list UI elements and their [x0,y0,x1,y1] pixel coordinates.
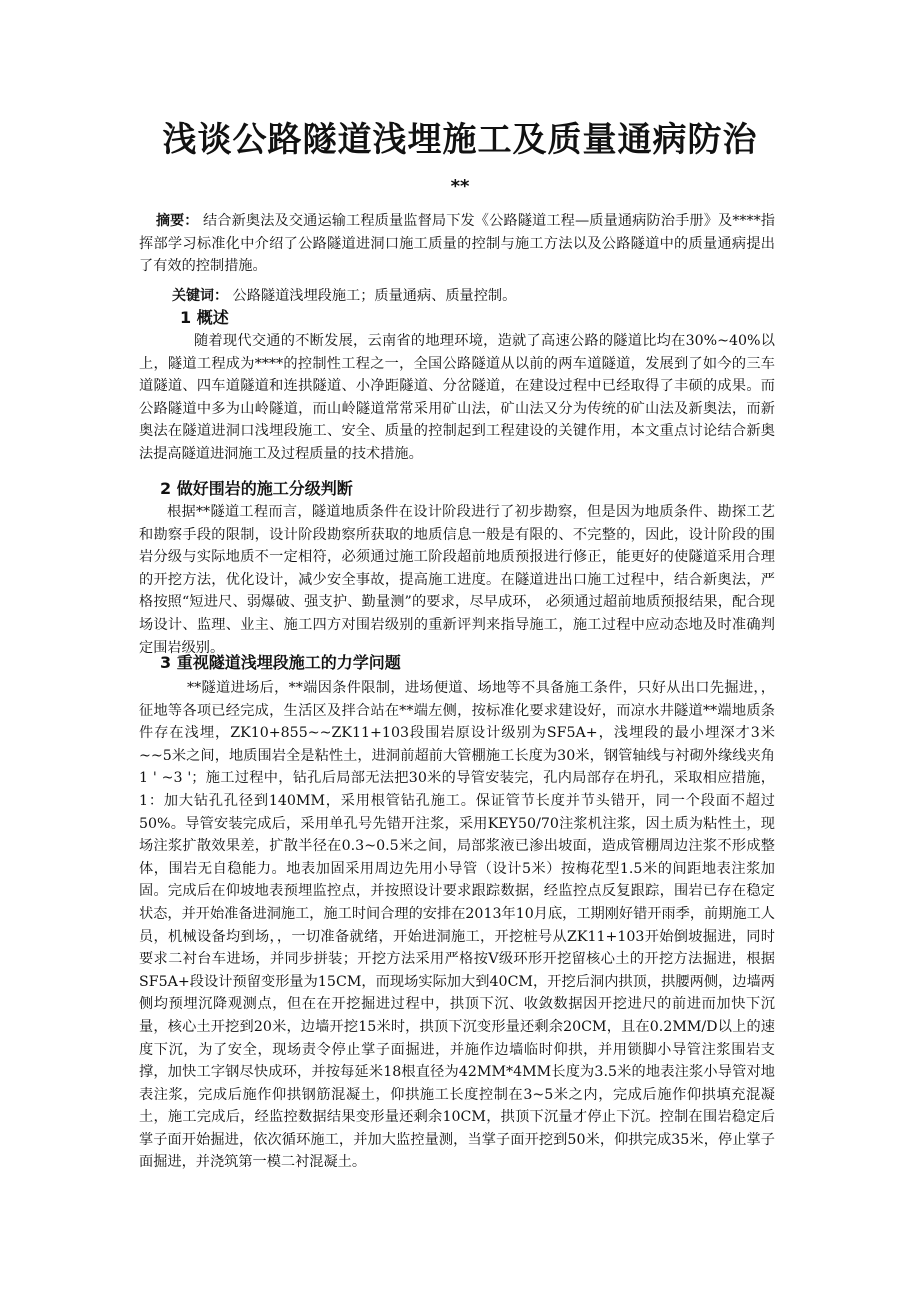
section-heading-1: 1 概述 [180,308,229,327]
keywords-text: 公路隧道浅埋段施工；质量通病、质量控制。 [232,288,517,304]
keywords-label: 关键词： [172,288,228,304]
section-body-3: **隧道进场后，**端因条件限制，进场便道、场地等不具备施工条件，只好从出口先掘进，，征地等各项已经完成，生活区及拌合站在**端左侧，按标准化要求建设好，而凉水井隧道**端地质条件存在浅埋，ZK10+855~~ZK11+103段围岩原设计级别为SF5A+，浅埋段的最小埋深才3米~~5米之间，地质围岩全是粘性土，进洞前超前大管棚施工长度为30米，钢管轴线与衬砌外缘线夹角1 ' ~3 '；施工过程中，钻孔后局部无法把30米的导管安装完，孔内局部存在坍孔，采取相应措施，1：加大钻孔孔径到140MM，采用根管钻孔施工。保证管节长度并节头错开，同一个段面不超过50%。导管安装完成后，采用单孔号先错开注浆，采用KEY50/70注浆机注浆，因土质为粘性土，现场注浆扩散效果差，扩散半径在0.3~0.5米之间，局部浆液已渗出坡面，造成管棚周边注浆不形成整体，围岩无自稳能力。地表加固采用周边先用小导管（设计5米）按梅花型1.5米的间距地表注浆加固。完成后在仰坡地表预埋监控点，并按照设计要求跟踪数据，经监控点反复跟踪，围岩已存在稳定状态，并开始准备进洞施工，施工时间合理的安排在2013年10月底，工期刚好错开雨季，前期施工人员，机械设备均到场，，一切准备就绪，开始进洞施工，开挖桩号从ZK11+103开始倒坡掘进，同时要求二衬台车进场，并同步拼装；开挖方法采用严格按V级环形开挖留核心土的开挖方法掘进，根据SF5A+段设计预留变形量为15CM，而现场实际加大到40CM，开挖后洞内拱顶，拱腰两侧，边墙两侧均预埋沉降观测点，但在在开挖掘进过程中，拱顶下沉、收敛数据因开挖进尺的前进而加快下沉量，核心土开挖到20米，边墙开挖15米时，拱顶下沉变形量还剩余20CM，且在0.2MM/D以上的速度下沉，为了安全，现场责令停止掌子面掘进，并施作边墙临时仰拱，并用锁脚小导管注浆围岩支撑，加快工字钢尽快成环，并按每延米18根直径为42MM*4MM长度为3.5米的地表注浆小导管对地表注浆，完成后施作仰拱钢筋混凝土，仰拱施工长度控制在3~5米之内，完成后施作仰拱填充混凝土，施工完成后，经监控数据结果变形量还剩余10CM，拱顶下沉量才停止下沉。控制在围岩稳定后掌子面开始掘进，依次循环施工，并加大监控量测，当掌子面开挖到50米，仰拱完成35米，停止掌子面掘进，并浇筑第一模二衬混凝土。 [139,680,775,1171]
section-body-1: 随着现代交通的不断发展，云南省的地理环境，造就了高速公路的隧道比均在30%~40%以上，隧道工程成为****的控制性工程之一，全国公路隧道从以前的两车道隧道，发展到了如今的三车道隧道、四车道隧道和连拱隧道、小净距隧道、分岔隧道，在建设过程中已经取得了丰硕的成果。而公路隧道中多为山岭隧道，而山岭隧道常常采用矿山法，矿山法又分为传统的矿山法及新奥法，而新奥法在隧道进洞口浅埋段施工、安全、质量的控制起到工程建设的关键作用，本文重点讨论结合新奥法提高隧道进洞施工及过程质量的技术措施。 [139,333,775,462]
keywords [172,285,772,308]
author: ** [450,176,470,197]
section-heading-2: 2 做好围岩的施工分级判断 [160,479,353,498]
section-body-2: 根据**隧道工程而言，隧道地质条件在设计阶段进行了初步勘察，但是因为地质条件、勘探工艺和勘察手段的限制，设计阶段勘察所获取的地质信息一般是有限的、不完整的，因此，设计阶段的围岩分级与实际地质不一定相符，必须通过施工阶段超前地质预报进行修正，能更好的使隧道采用合理的开挖方法，优化设计，减少安全事故，提高施工进度。在隧道进出口施工过程中，结合新奥法，严格按照“短进尺、弱爆破、强支护、勤量测”的要求，尽早成环， 必须通过超前地质预报结果，配合现场设计、监理、业主、施工四方对围岩级别的重新评判来指导施工，施工过程中应动态地及时准确判定围岩级别。 [139,504,775,656]
section-heading-3: 3 重视隧道浅埋段施工的力学问题 [160,653,401,672]
abstract-label: 摘要： [156,213,199,229]
abstract-text: 结合新奥法及交通运输工程质量监督局下发《公路隧道工程—质量通病防治手册》及****指挥部学习标准化中介绍了公路隧道进洞口施工质量的控制与施工方法以及公路隧道中的质量通病提出了有效的控制措施。 [139,213,775,275]
abstract [139,210,775,278]
document-title: 浅谈公路隧道浅埋施工及质量通病防治 [162,120,758,160]
